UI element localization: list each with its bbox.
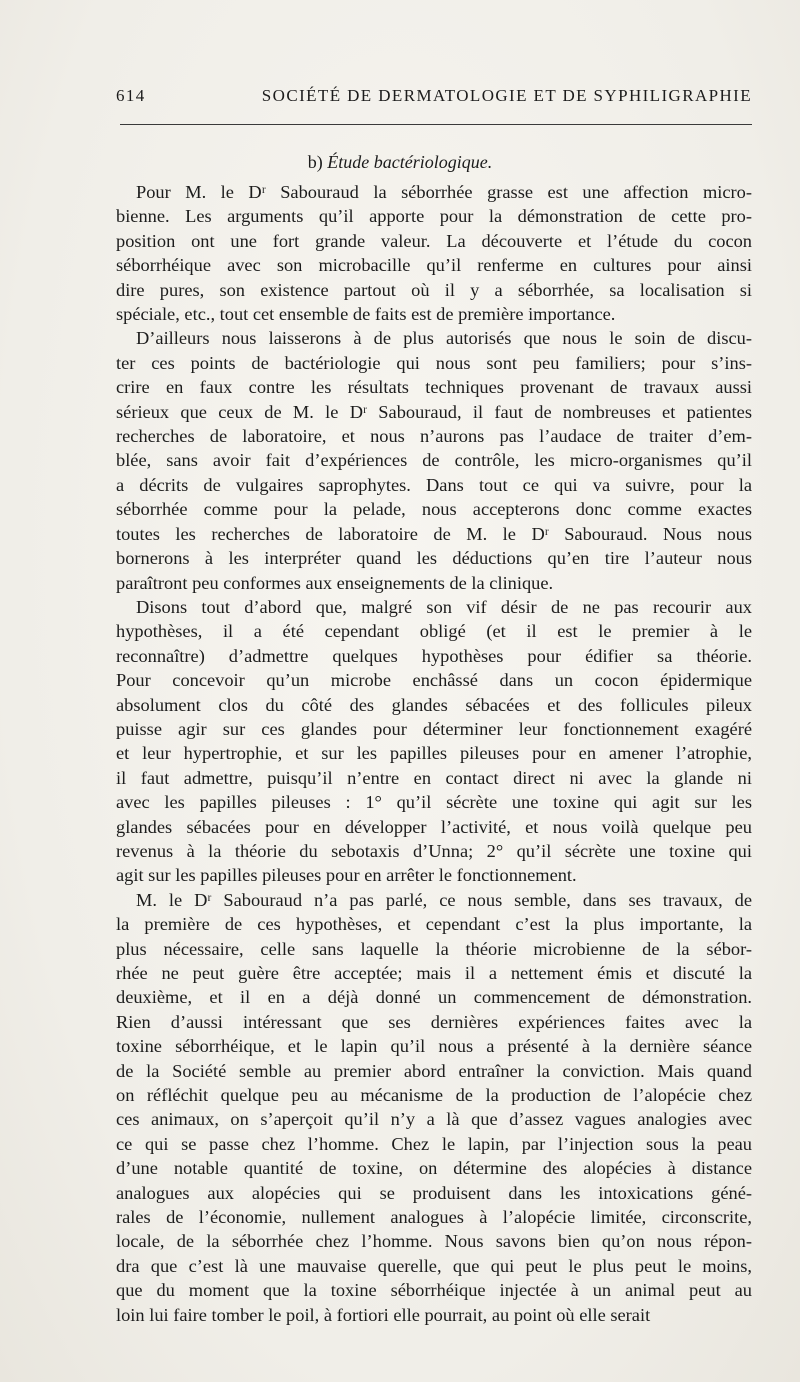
text-line: rales de l’économie, nullement analogues à l’alopécie limitée, circonscrite, [116,1207,752,1228]
text-line: ces animaux, on s’aperçoit qu’il n’y a là que d’assez vagues analogies avec [116,1109,752,1130]
text-line: analogues aux alopécies qui se produisent dans les intoxications géné- [116,1182,752,1203]
text-line: ce qui se passe chez l’homme. Chez le lapin, par l’injection sous la peau [116,1133,752,1154]
text-line: dra que c’est là une mauvaise querelle, que qui peut le plus peut le moins, [116,1255,752,1276]
text-line: Disons tout d’abord que, malgré son vif désir de ne pas recourir aux [136,596,752,617]
text-line: Pour concevoir qu’un microbe enchâssé dans un cocon épidermique [116,670,752,691]
text-line: absolument clos du côté des glandes sébacées et des follicules pileux [116,694,752,715]
text-line: il faut admettre, puisqu’il n’entre en contact direct ni avec la glande ni [116,767,752,788]
text-line: séborrhéique avec son microbacille qu’il renferme en cultures pour ainsi [116,255,752,276]
text-line: et leur hypertrophie, et sur les papilles pileuses pour en amener l’atrophie, [116,743,752,764]
text-line: ter ces points de bactériologie qui nous sont peu familiers; pour s’ins- [116,352,752,373]
text-line: Pour M. le Dʳ Sabouraud la séborrhée grasse est une affection micro- [136,182,752,202]
text-line: D’ailleurs nous laisserons à de plus autorisés que nous le soin de discu- [136,328,752,349]
text-line: on réfléchit quelque peu au mécanisme de la production de l’alopécie chez [116,1085,752,1106]
text-line: spéciale, etc., tout cet ensemble de faits est de première importance. [116,304,616,325]
text-line: plus nécessaire, celle sans laquelle la théorie microbienne de la sébor- [116,938,752,959]
page-number: 614 [116,86,146,105]
text-line: bornerons à les interpréter quand les déductions qu’en tire l’auteur nous [116,548,752,569]
text-line: reconnaître) d’admettre quelques hypothèses pour édifier sa théorie. [116,645,752,666]
running-header [116,86,752,106]
text-line: toutes les recherches de laboratoire de M. le Dʳ Sabouraud. Nous nous [116,523,752,544]
body-text [116,180,752,1327]
text-line: d’une notable quantité de toxine, on détermine des alopécies à distance [116,1158,752,1179]
text-line: puisse agir sur ces glandes pour déterminer leur fonctionnement exagéré [116,718,752,739]
section-title: Étude bactériologique. [327,152,493,172]
text-line: crire en faux contre les résultats techniques provenant de travaux aussi [116,377,752,398]
text-line: paraîtront peu conformes aux enseignements de la clinique. [116,572,554,593]
text-line: hypothèses, il a été cependant obligé (et il est le premier à le [116,621,752,642]
text-line: rhée ne peut guère être acceptée; mais il a nettement émis et discuté la [116,963,752,983]
text-line: que du moment que la toxine séborrhéique injectée à un animal peut au [116,1280,752,1301]
section-heading [0,152,800,173]
text-line: Rien d’aussi intéressant que ses dernières expériences faites avec la [116,1011,752,1032]
section-prefix: b) [307,152,323,172]
text-line: glandes sébacées pour en développer l’activité, et nous voilà quelque peu [116,816,752,837]
text-line: locale, de la séborrhée chez l’homme. Nous savons bien qu’on nous répon- [116,1231,752,1252]
text-line: a décrits de vulgaires saprophytes. Dans tout ce qui va suivre, pour la [116,474,752,495]
text-line: séborrhée comme pour la pelade, nous accepterons donc comme exactes [116,499,752,520]
text-line: toxine séborrhéique, et le lapin qu’il nous a présenté à la dernière séance [116,1036,752,1057]
text-line: bienne. Les arguments qu’il apporte pour la démonstration de cette pro- [116,206,752,227]
text-line: agit sur les papilles pileuses pour en arrêter le fonctionnement. [116,865,577,886]
text-line: M. le Dʳ Sabouraud n’a pas parlé, ce nous semble, dans ses travaux, de [136,889,752,910]
text-line: sérieux que ceux de M. le Dʳ Sabouraud, il faut de nombreuses et patientes [116,401,752,422]
text-line: recherches de laboratoire, et nous n’aurons pas l’audace de traiter d’em- [116,426,752,447]
text-line: position ont une fort grande valeur. La découverte et l’étude du cocon [116,230,752,251]
running-title: SOCIÉTÉ DE DERMATOLOGIE ET DE SYPHILIGRAPHIE [261,86,752,105]
text-line: la première de ces hypothèses, et cependant c’est la plus importante, la [116,914,752,935]
text-line: deuxième, et il en a déjà donné un commencement de démonstration. [116,987,752,1008]
text-line: blée, sans avoir fait d’expériences de contrôle, les micro-organismes qu’il [116,450,752,471]
text-line: avec les papilles pileuses : 1° qu’il sécrète une toxine qui agit sur les [116,792,752,813]
text-line: loin lui faire tomber le poil, à fortiori elle pourrait, au point où elle serait [116,1304,651,1325]
text-line: revenus à la théorie du sebotaxis d’Unna; 2° qu’il sécrète une toxine qui [116,840,752,861]
text-line: dire pures, son existence partout où il y a séborrhée, sa localisation si [116,279,752,300]
text-line: de la Société semble au premier abord entraîner la conviction. Mais quand [116,1060,752,1081]
header-rule [120,124,752,125]
